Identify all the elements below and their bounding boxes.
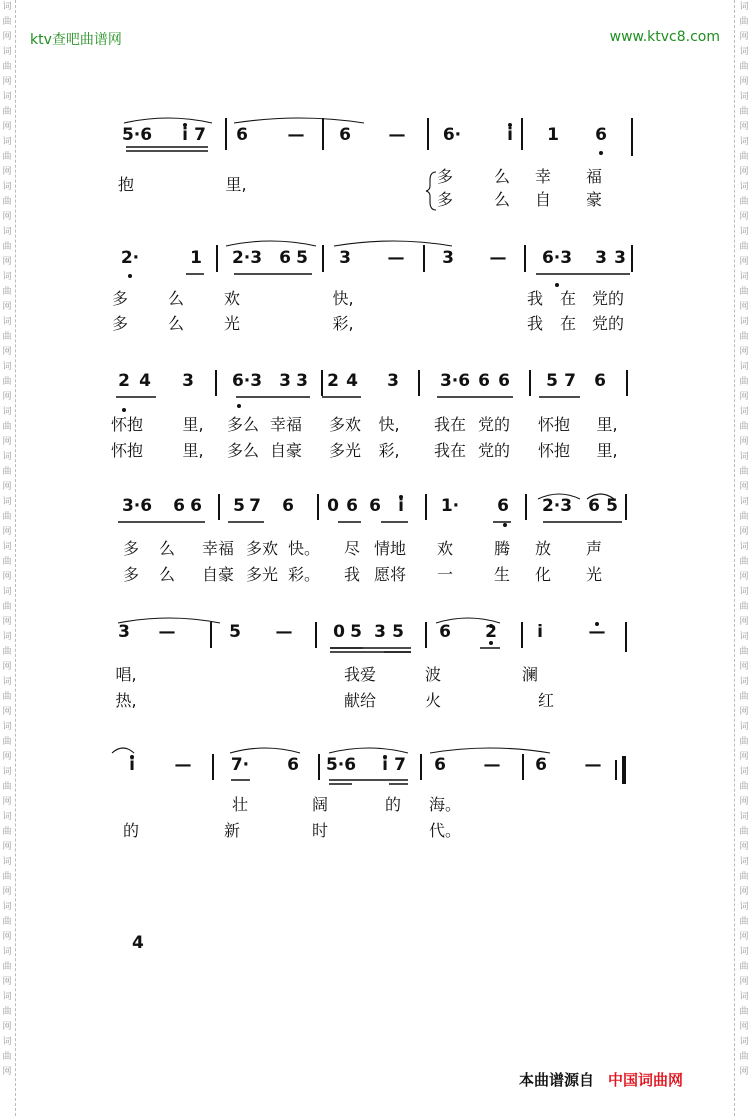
lyric-text: 多 xyxy=(111,289,129,308)
lyric-text: 多么 xyxy=(226,441,260,460)
lyric-text: 放 xyxy=(534,539,552,558)
note: 1 xyxy=(190,248,202,268)
lyric-text: 时 xyxy=(311,821,329,840)
note: — xyxy=(174,755,192,775)
note: i xyxy=(129,755,135,775)
header-site-left: ktv查吧曲谱网 xyxy=(30,32,122,48)
lyric-text: 腾 xyxy=(493,539,511,558)
lyric-text: 么 xyxy=(493,190,511,209)
lyric-text: 幸福 xyxy=(201,539,235,558)
note: 3·6 xyxy=(439,371,471,391)
slur-arc xyxy=(234,118,364,123)
note: i xyxy=(382,755,388,775)
lyric-text: 里, xyxy=(182,415,204,434)
header-site-url: www.ktvc8.com xyxy=(609,29,720,45)
note: 6 xyxy=(535,755,547,775)
note: 6 xyxy=(439,622,451,642)
note: 6· xyxy=(442,125,462,145)
lyric-text: 怀抱 xyxy=(110,415,144,434)
note: 5 xyxy=(546,371,558,391)
note: 6 xyxy=(588,496,600,516)
lyric-text: 多 xyxy=(436,190,454,209)
note: 5 xyxy=(233,496,245,516)
note: 3 xyxy=(182,371,194,391)
watermark-strip-right: 词曲网词曲网词曲网词曲网词曲网词曲网词曲网词曲网词曲网词曲网词曲网词曲网词曲网词曲网词曲网词曲网词曲网词曲网词曲网词曲网词曲网词曲网词曲网词曲网 xyxy=(739,2,749,1077)
note: 6 xyxy=(173,496,185,516)
octave-dot xyxy=(555,283,559,287)
note: 2 xyxy=(485,622,497,642)
lyric-text: 党的 xyxy=(591,289,625,308)
lyric-text: 红 xyxy=(537,691,555,710)
note: 3 xyxy=(339,248,351,268)
note: 6 xyxy=(190,496,202,516)
note: 0 xyxy=(333,622,345,642)
note: 4 xyxy=(346,371,358,391)
lyric-text: 我在 xyxy=(433,415,467,434)
watermark-strip-left: 词曲网词曲网词曲网词曲网词曲网词曲网词曲网词曲网词曲网词曲网词曲网词曲网词曲网词曲网词曲网词曲网词曲网词曲网词曲网词曲网词曲网词曲网词曲网词曲网 xyxy=(2,2,12,1077)
lyric-text: 多 xyxy=(122,565,140,584)
lyric-text: 欢 xyxy=(223,289,241,308)
lyric-text: 的 xyxy=(122,821,140,840)
lyric-text: 怀抱 xyxy=(110,441,144,460)
note: — xyxy=(387,248,405,268)
source-credit xyxy=(519,1069,683,1090)
lyric-text: 多 xyxy=(111,314,129,333)
note: 6 xyxy=(498,371,510,391)
lyric-text: 我在 xyxy=(433,441,467,460)
lyric-text: 多 xyxy=(436,167,454,186)
note: 6 xyxy=(339,125,351,145)
lyric-text: 我 xyxy=(526,289,544,308)
note: 1· xyxy=(440,496,460,516)
lyric-text: 快, xyxy=(332,289,354,308)
verse-brace xyxy=(426,172,436,210)
note: 1 xyxy=(547,125,559,145)
lyric-text: 热, xyxy=(115,691,137,710)
lyric-text: 生 xyxy=(493,565,511,584)
note: 2· xyxy=(120,248,140,268)
lyric-text: 幸 xyxy=(534,167,552,186)
lyric-text: 自豪 xyxy=(201,565,235,584)
note: 6 xyxy=(497,496,509,516)
lyric-text: 我 xyxy=(526,314,544,333)
lyric-text: 快。 xyxy=(287,539,321,558)
lyric-text: 么 xyxy=(493,167,511,186)
note: 6 xyxy=(236,125,248,145)
lyric-text: 党的 xyxy=(477,415,511,434)
lyric-text: 火 xyxy=(424,691,442,710)
note: 7 xyxy=(564,371,576,391)
note: 3 xyxy=(296,371,308,391)
note: 3 xyxy=(374,622,386,642)
lyric-text: 么 xyxy=(158,539,176,558)
lyric-text: 壮 xyxy=(231,795,249,814)
note: i xyxy=(507,125,513,145)
note: 7 xyxy=(194,125,206,145)
octave-dot xyxy=(599,151,603,155)
lyric-text: 我爱 xyxy=(343,665,377,684)
note: 3 xyxy=(614,248,626,268)
note: 7· xyxy=(230,755,250,775)
note: — xyxy=(287,125,305,145)
note: 6 xyxy=(287,755,299,775)
note: 7 xyxy=(249,496,261,516)
note: 5 xyxy=(350,622,362,642)
lyric-text: 一 xyxy=(436,565,454,584)
note: 7 xyxy=(394,755,406,775)
note: 3 xyxy=(387,371,399,391)
lyric-text: 彩, xyxy=(332,314,354,333)
lyric-text: 么 xyxy=(167,289,185,308)
lyric-text: 多欢 xyxy=(245,539,279,558)
slur-arc xyxy=(226,241,316,246)
note: — xyxy=(489,248,507,268)
slur-arc xyxy=(112,748,134,753)
note: 6 xyxy=(279,248,291,268)
octave-dot xyxy=(122,408,126,412)
note: 6·3 xyxy=(231,371,263,391)
lyric-text: 里, xyxy=(596,415,618,434)
lyric-text: 新 xyxy=(223,821,241,840)
lyric-text: 幸福 xyxy=(269,415,303,434)
slur-arc xyxy=(230,748,300,753)
lyric-text: 阔 xyxy=(311,795,329,814)
lyric-text: 怀抱 xyxy=(537,441,571,460)
lyric-text: 唱, xyxy=(115,665,137,684)
slur-arc xyxy=(124,118,212,123)
note: — xyxy=(483,755,501,775)
lyric-text: 代。 xyxy=(428,821,462,840)
slur-arc xyxy=(334,241,452,246)
lyric-text: 里, xyxy=(225,175,247,194)
note: — xyxy=(584,755,602,775)
lyric-text: 么 xyxy=(158,565,176,584)
note: 6 xyxy=(478,371,490,391)
lyric-text: 多光 xyxy=(245,565,279,584)
lyric-text: 自 xyxy=(534,190,552,209)
note: 6 xyxy=(594,371,606,391)
lyric-text: 彩, xyxy=(378,441,400,460)
lyric-text: 在 xyxy=(559,289,577,308)
lyric-text: 海。 xyxy=(428,795,462,814)
note: 3·6 xyxy=(121,496,153,516)
lyric-text: 愿将 xyxy=(373,565,407,584)
note: 5·6 xyxy=(121,125,153,145)
note: 6 xyxy=(595,125,607,145)
note: 6 xyxy=(434,755,446,775)
octave-dot xyxy=(128,274,132,278)
lyric-text: 自豪 xyxy=(269,441,303,460)
lyric-text: 欢 xyxy=(436,539,454,558)
lyric-text: 多光 xyxy=(328,441,362,460)
lyric-text: 彩。 xyxy=(287,565,321,584)
note: 2 xyxy=(327,371,339,391)
slur-arc xyxy=(430,748,550,753)
octave-dot xyxy=(503,523,507,527)
lyric-text: 么 xyxy=(167,314,185,333)
lyric-text: 里, xyxy=(182,441,204,460)
note: 6 xyxy=(346,496,358,516)
note: 5 xyxy=(296,248,308,268)
lyric-text: 多么 xyxy=(226,415,260,434)
lyric-text: 里, xyxy=(596,441,618,460)
note: — xyxy=(588,622,606,642)
lyric-text: 化 xyxy=(534,565,552,584)
note: 3 xyxy=(118,622,130,642)
note: 5 xyxy=(606,496,618,516)
note: 3 xyxy=(442,248,454,268)
lyric-text: 豪 xyxy=(585,190,603,209)
note: 5 xyxy=(229,622,241,642)
note: 6 xyxy=(369,496,381,516)
lyric-text: 快, xyxy=(378,415,400,434)
note: 2·3 xyxy=(541,496,573,516)
lyric-text: 党的 xyxy=(477,441,511,460)
slur-marks xyxy=(112,118,614,753)
note: 3 xyxy=(279,371,291,391)
lyric-text: 多欢 xyxy=(328,415,362,434)
lyric-text: 波 xyxy=(424,665,442,684)
note: 6·3 xyxy=(541,248,573,268)
lyric-text: 福 xyxy=(585,167,603,186)
source-site-name: 中国词曲网 xyxy=(608,1071,684,1089)
note: — xyxy=(275,622,293,642)
slur-arc xyxy=(329,748,408,753)
lyric-text: 的 xyxy=(384,795,402,814)
lyric-text: 党的 xyxy=(591,314,625,333)
note: i xyxy=(537,622,543,642)
lyric-text: 澜 xyxy=(521,665,539,684)
lyric-text: 光 xyxy=(585,565,603,584)
note: — xyxy=(388,125,406,145)
note: i xyxy=(182,125,188,145)
note: 5 xyxy=(392,622,404,642)
page-number: 4 xyxy=(132,933,144,953)
lyric-text: 多 xyxy=(122,539,140,558)
note: 6 xyxy=(282,496,294,516)
note: 4 xyxy=(139,371,151,391)
lyric-text: 尽 xyxy=(343,539,361,558)
lyric-text: 献给 xyxy=(343,691,377,710)
note: 0 xyxy=(327,496,339,516)
note: — xyxy=(158,622,176,642)
lyric-text: 情地 xyxy=(373,539,407,558)
source-label: 本曲谱源自 xyxy=(519,1071,595,1089)
lyric-text: 在 xyxy=(559,314,577,333)
lyric-text: 抱 xyxy=(117,175,135,194)
lyric-text: 光 xyxy=(223,314,241,333)
note: i xyxy=(398,496,404,516)
note: 2 xyxy=(118,371,130,391)
note: 5·6 xyxy=(325,755,357,775)
lyric-text: 怀抱 xyxy=(537,415,571,434)
note: 3 xyxy=(595,248,607,268)
lyric-text: 我 xyxy=(343,565,361,584)
note: 2·3 xyxy=(231,248,263,268)
lyric-text: 声 xyxy=(585,539,603,558)
octave-dot xyxy=(237,404,241,408)
